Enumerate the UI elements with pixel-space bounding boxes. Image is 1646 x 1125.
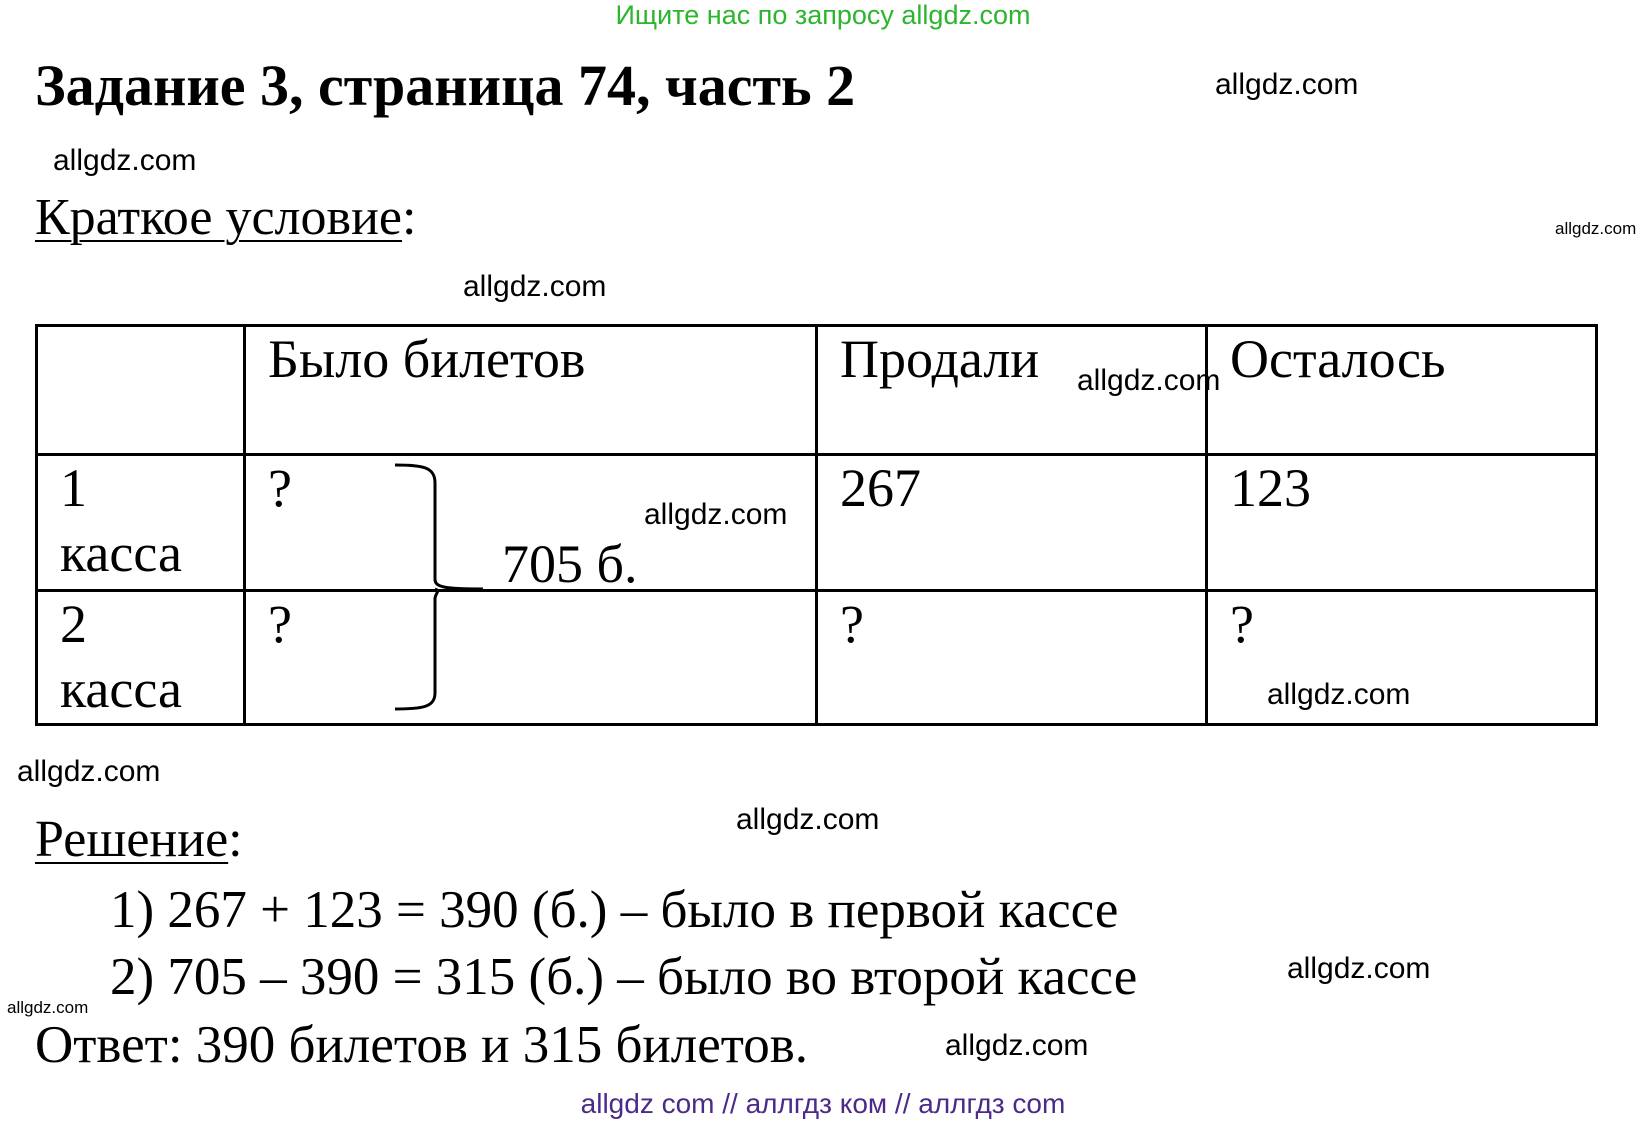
answer-line: Ответ: 390 билетов и 315 билетов.	[35, 1016, 809, 1074]
solution-step-2: 2) 705 – 390 = 315 (б.) – было во второй кассе	[110, 948, 1138, 1006]
watermark: allgdz.com	[53, 144, 197, 177]
watermark: allgdz.com	[945, 1029, 1089, 1062]
watermark: allgdz.com	[1267, 678, 1411, 711]
left-cell: ?	[1207, 591, 1597, 725]
footer-links: allgdz com // аллгдз ком // аллгдз com	[580, 1088, 1066, 1119]
table-header-row	[37, 326, 1597, 455]
row-label-number: 1	[60, 458, 87, 518]
solution-step-1: 1) 267 + 123 = 390 (б.) – было в первой кассе	[110, 881, 1119, 939]
watermark: allgdz.com	[736, 803, 880, 836]
watermark: allgdz.com	[1215, 68, 1359, 101]
had-cell: ?	[245, 455, 817, 591]
sold-cell: ?	[817, 591, 1207, 725]
watermark: allgdz.com	[1287, 952, 1431, 985]
row-label-number: 2	[60, 594, 87, 654]
page-title: Задание 3, страница 74, часть 2	[35, 53, 856, 118]
had-cell: ?	[245, 591, 817, 725]
row-label-word: касса	[60, 522, 182, 583]
top-banner: Ищите нас по запросу allgdz.com	[615, 0, 1031, 30]
solution-colon: :	[228, 811, 243, 868]
brace-icon	[393, 463, 483, 713]
watermark: allgdz.com	[644, 498, 788, 531]
short-condition-label: Краткое условие	[35, 189, 402, 246]
watermark: allgdz.com	[7, 998, 89, 1017]
sold-cell: 267	[817, 455, 1207, 591]
short-condition-heading	[35, 188, 416, 247]
header-cell-sold: Продали	[817, 326, 1207, 455]
row-label-cell	[37, 455, 245, 591]
solution-heading	[35, 810, 243, 869]
header-cell-left: Осталось	[1207, 326, 1597, 455]
watermark: allgdz.com	[463, 270, 607, 303]
row-label-word: касса	[60, 658, 182, 719]
table-row	[37, 455, 1597, 591]
short-condition-colon: :	[401, 189, 417, 246]
header-cell-empty	[37, 326, 245, 455]
watermark: allgdz.com	[1077, 364, 1221, 397]
left-cell: 123	[1207, 455, 1597, 591]
brace-total-label: 705 б.	[502, 534, 638, 594]
header-cell-had: Было билетов	[245, 326, 817, 455]
condition-table	[35, 324, 1598, 726]
watermark: allgdz.com	[17, 755, 161, 788]
row-label-cell	[37, 591, 245, 725]
watermark: allgdz.com	[1555, 219, 1637, 238]
solution-label: Решение	[35, 811, 229, 868]
